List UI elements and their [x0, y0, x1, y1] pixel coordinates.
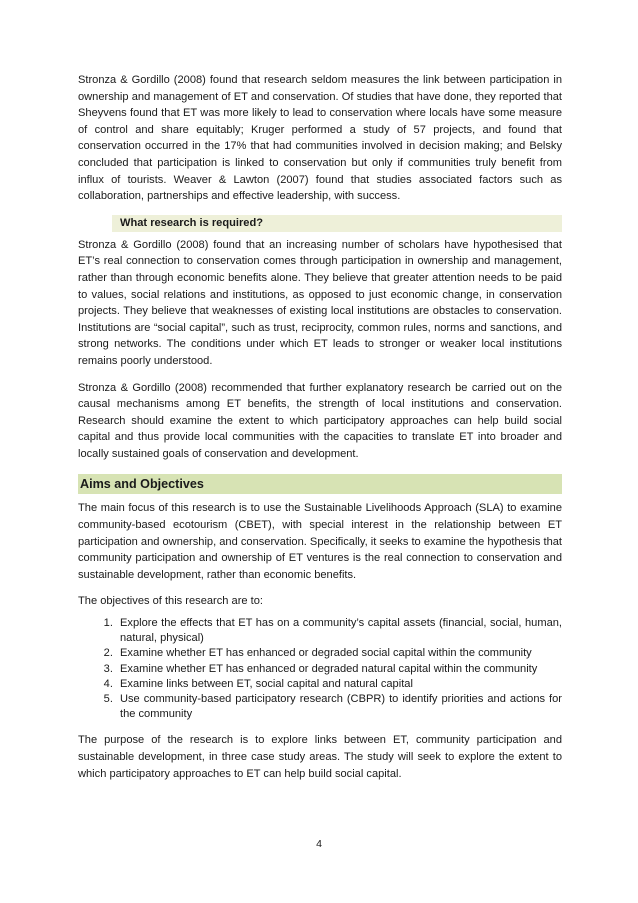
list-item: 1. Explore the effects that ET has on a community’s capital assets (financial, social, human, natural, physical) — [116, 616, 562, 646]
paragraph-participation-findings: Stronza & Gordillo (2008) found that research seldom measures the link between participation in ownership and management of ET and conservation. Of studies that have done, they reported that Sheyvens found that ET was more likely to lead to conservation where locals have some measure of control and share equitably; Kruger performed a study of 57 projects, and found that conservation occurred in the 17% that had communities involved in decision making; and Belsky concluded that participation is linked to conservation but only if communities truly benefit from influx of tourists. Weaver & Lawton (2007) found that studies associated factors such as collaboration, partnerships and effective leadership, with success. — [78, 74, 562, 203]
list-item: 3. Examine whether ET has enhanced or degraded natural capital within the community — [116, 662, 562, 677]
paragraph-objectives-intro: The objectives of this research are to: — [78, 595, 263, 608]
section-heading-aims-objectives: Aims and Objectives — [78, 474, 562, 494]
paragraph-main-focus: The main focus of this research is to use the Sustainable Livelihoods Approach (SLA) to examine community-based ecotourism (CBET), with special interest in the relationship between ET participation and ownership, and conservation. Specifically, it seeks to examine the hypothesis that community participation and ownership of ET ventures is the real connection to conservation and sustainable development, rather than economic benefits. — [78, 502, 562, 581]
paragraph-recommendation: Stronza & Gordillo (2008) recommended that further explanatory research be carried out on the causal mechanisms among ET benefits, the strength of local institutions and conservation. Research should examine the extent to which participatory approaches can help build social capital and thus provide local communities with the capacities to translate ET into broader and locally sustained goals of conservation and development. — [78, 381, 562, 460]
objectives-list — [78, 616, 562, 722]
document-page — [78, 72, 562, 782]
list-item: 2. Examine whether ET has enhanced or degraded social capital within the community — [116, 646, 562, 661]
subheading-research-required: What research is required? — [112, 215, 562, 232]
list-item: 5. Use community-based participatory research (CBPR) to identify priorities and actions for the community — [116, 692, 562, 722]
paragraph-purpose: The purpose of the research is to explore links between ET, community participation and sustainable development, in three case study areas. The study will seek to explore the extent to which participatory approaches to ET can help build social capital. — [78, 734, 562, 780]
paragraph-hypothesis: Stronza & Gordillo (2008) found that an increasing number of scholars have hypothesised that ET’s real connection to conservation comes through participation in ownership and management, rather than through economic benefits alone. They believe that greater attention needs to be paid to values, social relations and institutions, as opposed to just economic change, in conservation projects. They believe that weaknesses of existing local institutions are obstacles to conservation. Institutions are “social capital”, such as trust, reciprocity, common rules, norms and sanctions, and strong networks. The conditions under which ET leads to stronger or weaker local institutions remains poorly understood. — [78, 238, 562, 367]
list-item: 4. Examine links between ET, social capital and natural capital — [116, 677, 562, 692]
page-number: 4 — [316, 838, 322, 850]
